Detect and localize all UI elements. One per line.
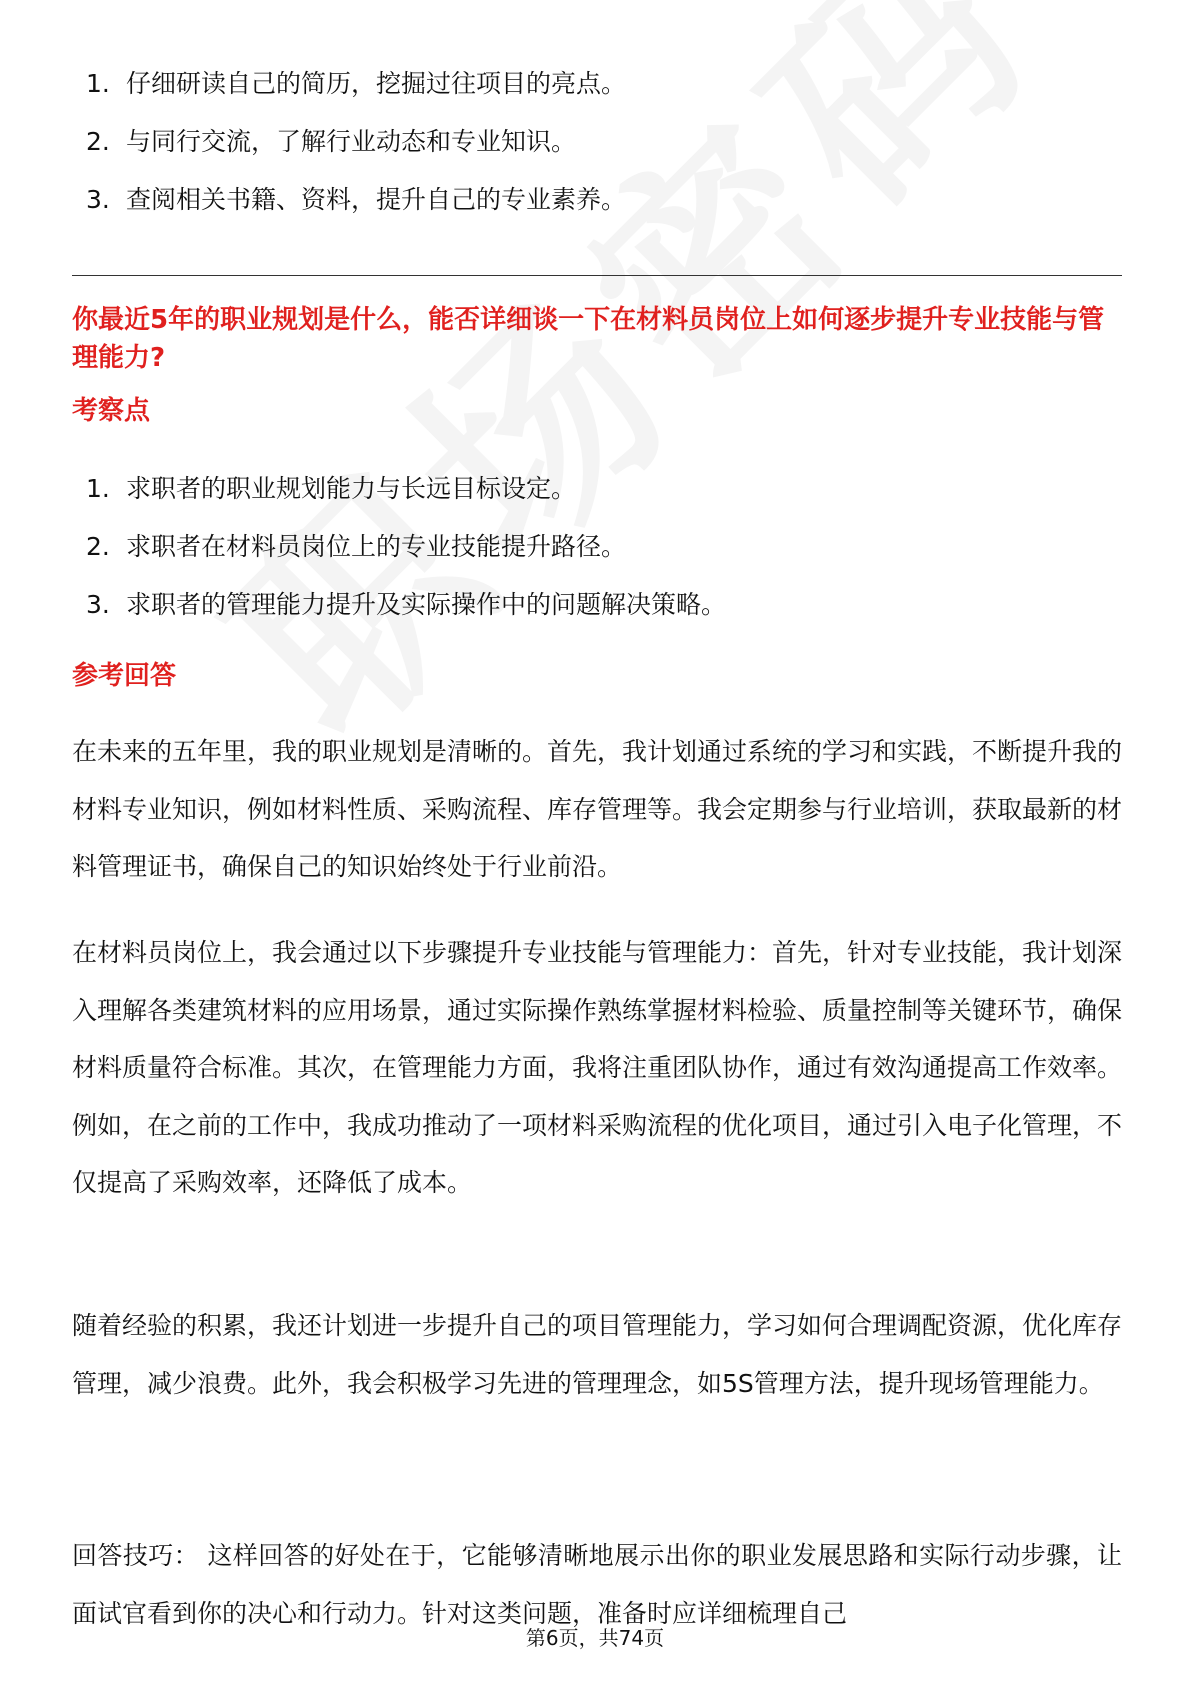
answer-title: 参考回答 — [72, 661, 177, 691]
list-item — [72, 587, 726, 623]
list-item-text: 查阅相关书籍、资料，提升自己的专业素养。 — [126, 185, 627, 214]
answer-paragraph: 随着经验的积累，我还计划进一步提升自己的项目管理能力，学习如何合理调配资源，优化库存管理，减少浪费。此外，我会积极学习先进的管理理念，如5S管理方法，提升现场管理能力。 — [72, 1311, 1123, 1398]
exam-points-list — [72, 471, 726, 645]
list-item-number: 1. — [86, 69, 110, 98]
list-item — [72, 182, 626, 218]
question-heading: 你最近5年的职业规划是什么，能否详细谈一下在材料员岗位上如何逐步提升专业技能与管理能力? — [72, 305, 1105, 373]
list-item-number: 2. — [86, 532, 110, 561]
section-divider — [72, 275, 1122, 276]
list-item — [72, 529, 726, 565]
list-item-number: 3. — [86, 185, 110, 214]
exam-points-title: 考察点 — [72, 396, 151, 426]
list-item-text: 求职者的职业规划能力与长远目标设定。 — [126, 474, 577, 503]
list-item-number: 3. — [86, 590, 110, 619]
answer-tips-paragraph: 回答技巧： 这样回答的好处在于，它能够清晰地展示出你的职业发展思路和实际行动步骤，让面试官看到你的决心和行动力。针对这类问题，准备时应详细梳理自己 — [72, 1541, 1122, 1628]
list-item-text: 求职者的管理能力提升及实际操作中的问题解决策略。 — [126, 590, 727, 619]
list-item — [72, 471, 726, 507]
page-number: 第6页，共74页 — [525, 1626, 665, 1650]
list-item-text: 与同行交流，了解行业动态和专业知识。 — [126, 127, 577, 156]
list-item — [72, 124, 626, 160]
list-item-text: 求职者在材料员岗位上的专业技能提升路径。 — [126, 532, 627, 561]
answer-paragraph: 在材料员岗位上，我会通过以下步骤提升专业技能与管理能力：首先，针对专业技能，我计划深入理解各类建筑材料的应用场景，通过实际操作熟练掌握材料检验、质量控制等关键环节，确保材料质量符合标准。其次，在管理能力方面，我将注重团队协作，通过有效沟通提高工作效率。例如，在之前的工作中，我成功推动了一项材料采购流程的优化项目，通过引入电子化管理，不仅提高了采购效率，还降低了成本。 — [72, 938, 1123, 1197]
list-item-number: 1. — [86, 474, 110, 503]
prep-list — [72, 66, 626, 240]
list-item-number: 2. — [86, 127, 110, 156]
list-item — [72, 66, 626, 102]
answer-paragraph: 在未来的五年里，我的职业规划是清晰的。首先，我计划通过系统的学习和实践，不断提升我的材料专业知识，例如材料性质、采购流程、库存管理等。我会定期参与行业培训，获取最新的材料管理证书，确保自己的知识始终处于行业前沿。 — [72, 737, 1123, 881]
list-item-text: 仔细研读自己的简历，挖掘过往项目的亮点。 — [126, 69, 627, 98]
